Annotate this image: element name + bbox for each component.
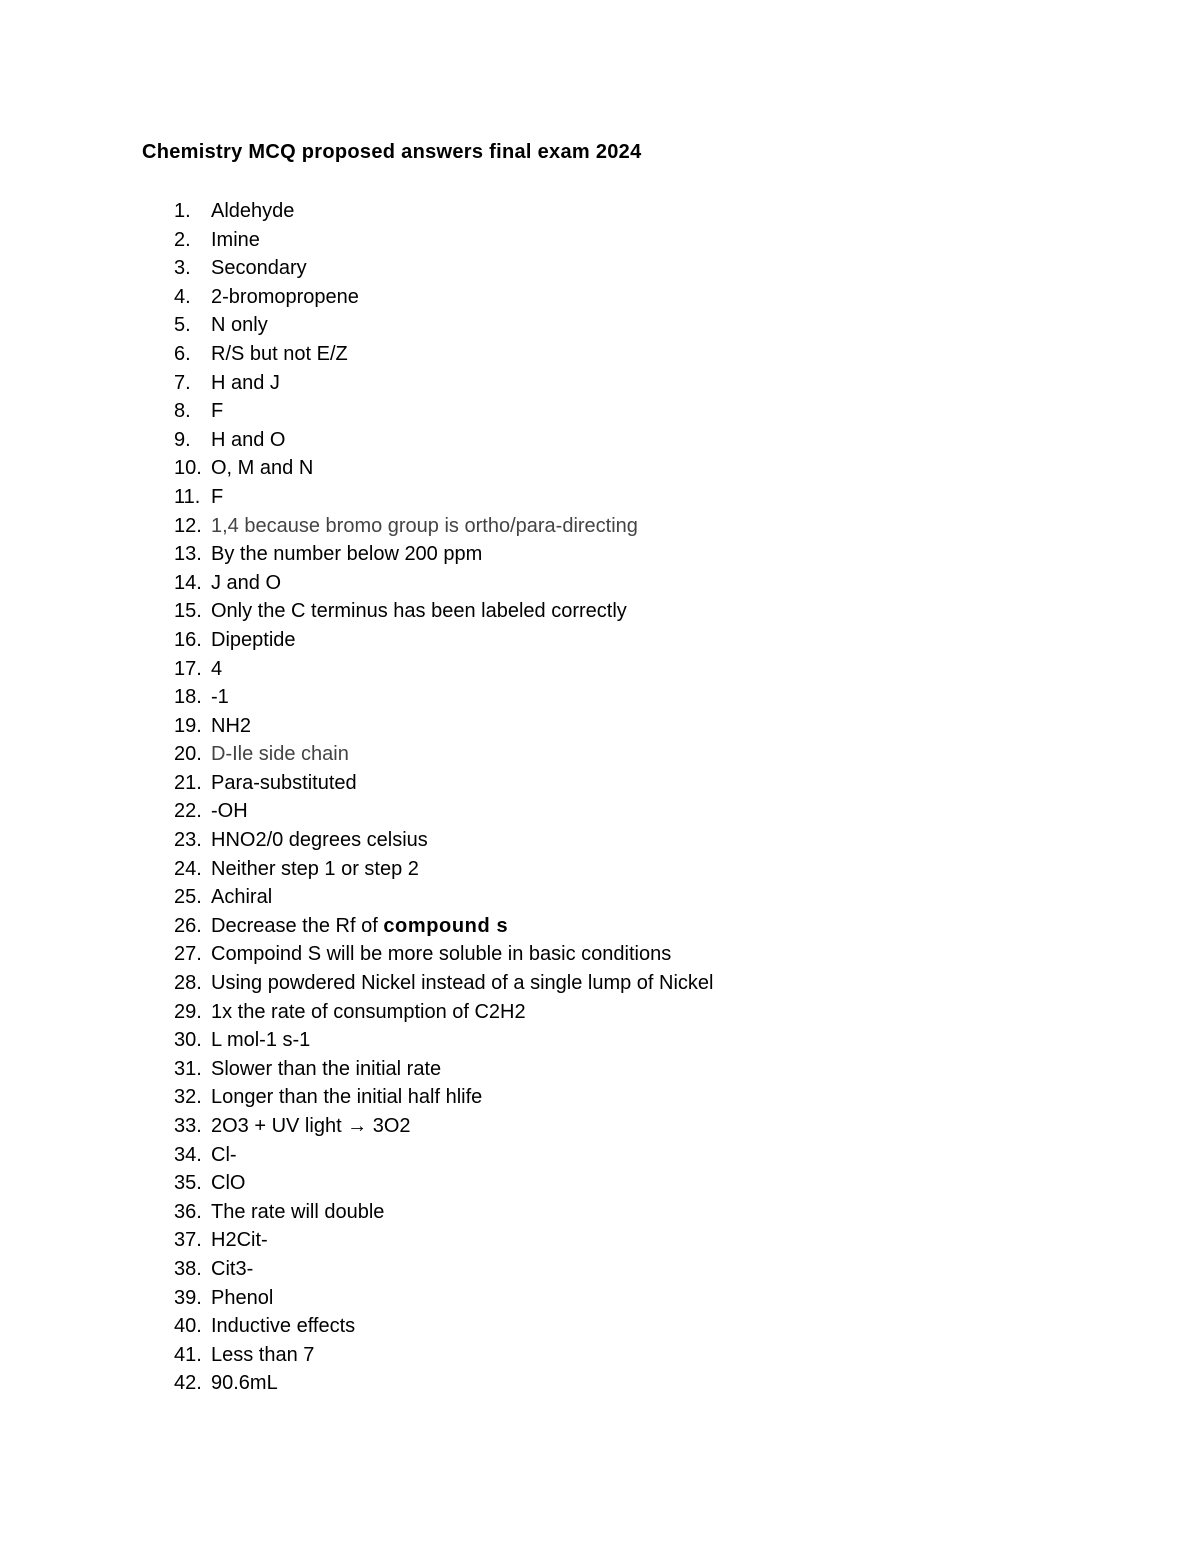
answer-text-plain: Cl- xyxy=(211,1143,237,1166)
answer-number: 30. xyxy=(174,1029,202,1052)
answer-text xyxy=(211,712,251,741)
answer-number: 9. xyxy=(174,428,191,451)
answer-text xyxy=(211,426,285,455)
answer-text-bold: compound s xyxy=(383,914,509,937)
answer-text-plain: By the number below 200 ppm xyxy=(211,543,483,566)
answer-text-plain: ClO xyxy=(211,1172,246,1195)
answer-text-plain: R/S but not E/Z xyxy=(211,342,348,365)
answer-text-plain: -OH xyxy=(211,800,248,823)
answer-text xyxy=(211,283,359,312)
answer-text-plain: NH2 xyxy=(211,714,252,737)
answer-text xyxy=(211,769,357,798)
answer-number: 32. xyxy=(174,1086,202,1109)
answer-text xyxy=(211,940,671,969)
answer-text xyxy=(211,626,296,655)
answer-text xyxy=(211,883,272,912)
answer-text xyxy=(211,740,349,769)
answer-text-plain: D-Ile side chain xyxy=(211,743,349,766)
answer-number: 33. xyxy=(174,1115,202,1137)
answer-text xyxy=(211,1284,273,1313)
answer-text xyxy=(211,855,419,884)
answer-text-plain: H and J xyxy=(211,371,280,394)
answer-text xyxy=(211,397,223,426)
answer-number: 19. xyxy=(174,714,202,737)
answer-text-plain: H and O xyxy=(211,428,286,451)
answer-text-plain: H2Cit- xyxy=(211,1229,268,1252)
answer-text xyxy=(211,683,229,712)
answer-text xyxy=(211,1055,441,1084)
answer-text xyxy=(211,1026,310,1055)
answer-text-plain: N only xyxy=(211,314,268,337)
answer-text-plain: Using powdered Nickel instead of a single lump of Nickel xyxy=(211,972,714,995)
answer-text xyxy=(211,597,627,626)
answer-text xyxy=(211,826,428,855)
answer-number: 20. xyxy=(174,743,202,766)
answer-text xyxy=(211,569,281,598)
answer-text-plain: Compoind S will be more soluble in basic conditions xyxy=(211,943,672,966)
answer-text xyxy=(211,1112,411,1141)
answer-number: 26. xyxy=(174,914,202,937)
answer-text xyxy=(211,369,280,398)
answer-number: 42. xyxy=(174,1372,202,1395)
answer-number: 22. xyxy=(174,800,202,823)
answer-text xyxy=(211,1369,278,1398)
answer-number: 40. xyxy=(174,1315,202,1338)
answer-number: 12. xyxy=(174,514,202,537)
answer-text-plain: Phenol xyxy=(211,1286,274,1309)
answer-text-plain: Para-substituted xyxy=(211,771,357,794)
answer-number: 4. xyxy=(174,285,191,308)
answer-text xyxy=(211,1255,253,1284)
answer-text xyxy=(211,1141,237,1170)
answer-number: 35. xyxy=(174,1172,202,1195)
answer-text xyxy=(211,340,348,369)
answer-text-plain: Slower than the initial rate xyxy=(211,1057,442,1080)
answer-text-plain: 1,4 because bromo group is ortho/para-directing xyxy=(211,514,638,537)
answer-text xyxy=(211,1083,482,1112)
answer-number: 29. xyxy=(174,1000,202,1023)
answer-text-plain: -1 xyxy=(211,686,229,709)
answer-number: 16. xyxy=(174,628,202,651)
answer-number: 15. xyxy=(174,600,202,623)
answer-text-plain: 90.6mL xyxy=(211,1372,278,1395)
answer-number: 7. xyxy=(174,371,191,394)
answer-number: 14. xyxy=(174,571,202,594)
answer-text xyxy=(211,969,713,998)
answer-number: 38. xyxy=(174,1257,202,1280)
answer-number: 6. xyxy=(174,342,191,365)
answer-number: 34. xyxy=(174,1143,202,1166)
answer-text xyxy=(211,483,223,512)
answer-text-plain: Cit3- xyxy=(211,1257,254,1280)
answer-text xyxy=(211,197,294,226)
answer-text xyxy=(211,998,526,1027)
page-title: Chemistry MCQ proposed answers final exam 2024 xyxy=(142,141,642,163)
answer-text-plain: O, M and N xyxy=(211,457,314,480)
answer-number: 23. xyxy=(174,829,202,852)
answer-text-plain: Only the C terminus has been labeled correctly xyxy=(211,600,627,623)
answer-text-plain: Secondary xyxy=(211,257,307,280)
answer-number: 10. xyxy=(174,457,202,480)
answer-number: 18. xyxy=(174,686,202,709)
answer-text xyxy=(211,254,307,283)
answer-number: 1. xyxy=(174,200,191,222)
answer-number: 3. xyxy=(174,257,191,280)
answer-number: 5. xyxy=(174,314,191,337)
answer-text-plain: F xyxy=(211,485,224,508)
answer-text-plain: The rate will double xyxy=(211,1200,385,1223)
answer-text xyxy=(211,655,222,684)
answer-number: 21. xyxy=(174,771,202,794)
answer-number: 13. xyxy=(174,543,202,566)
answer-text xyxy=(211,226,260,255)
answer-text xyxy=(211,540,482,569)
answer-text-plain: J and O xyxy=(211,571,282,594)
answer-number: 2. xyxy=(174,228,191,251)
answer-text-plain: Neither step 1 or step 2 xyxy=(211,857,419,880)
answer-text-plain: L mol-1 s-1 xyxy=(211,1029,311,1052)
answer-text xyxy=(211,1198,384,1227)
answer-text xyxy=(211,311,268,340)
answer-text-plain: F xyxy=(211,400,224,423)
answer-number: 41. xyxy=(174,1343,202,1366)
answer-number: 11. xyxy=(174,485,201,508)
answer-text-plain: 4 xyxy=(211,657,223,680)
answer-number: 28. xyxy=(174,972,202,995)
answer-text xyxy=(211,1226,268,1255)
answer-number: 24. xyxy=(174,857,202,880)
answer-text-plain: Achiral xyxy=(211,886,273,909)
answer-text-plain: HNO2/0 degrees celsius xyxy=(211,829,428,852)
answer-text xyxy=(211,1341,314,1370)
answer-text-plain: Less than 7 xyxy=(211,1343,315,1366)
answer-text xyxy=(211,797,248,826)
answer-number: 31. xyxy=(174,1057,202,1080)
answer-text xyxy=(211,512,638,541)
answer-text-plain: Dipeptide xyxy=(211,628,296,651)
answer-text-plain: 2-bromopropene xyxy=(211,285,359,308)
answer-text-plain: Decrease the Rf of xyxy=(211,914,384,937)
answer-text-plain: Inductive effects xyxy=(211,1315,356,1338)
answer-number: 37. xyxy=(174,1229,202,1252)
answer-text-plain: Aldehyde xyxy=(211,200,295,222)
answer-text-plain: Longer than the initial half hlife xyxy=(211,1086,483,1109)
answer-text-plain: 1x the rate of consumption of C2H2 xyxy=(211,1000,526,1023)
answer-text xyxy=(211,454,313,483)
answer-number: 27. xyxy=(174,943,202,966)
answer-number: 25. xyxy=(174,886,202,909)
answer-text xyxy=(211,1169,245,1198)
answer-text xyxy=(211,1312,355,1341)
answer-text xyxy=(211,912,508,941)
answer-number: 8. xyxy=(174,400,191,423)
answer-text-plain: Imine xyxy=(211,228,260,251)
answer-number: 36. xyxy=(174,1200,202,1223)
answer-number: 17. xyxy=(174,657,202,680)
answer-text-plain: 2O3 + UV light → 3O2 xyxy=(211,1115,411,1137)
answer-number: 39. xyxy=(174,1286,202,1309)
